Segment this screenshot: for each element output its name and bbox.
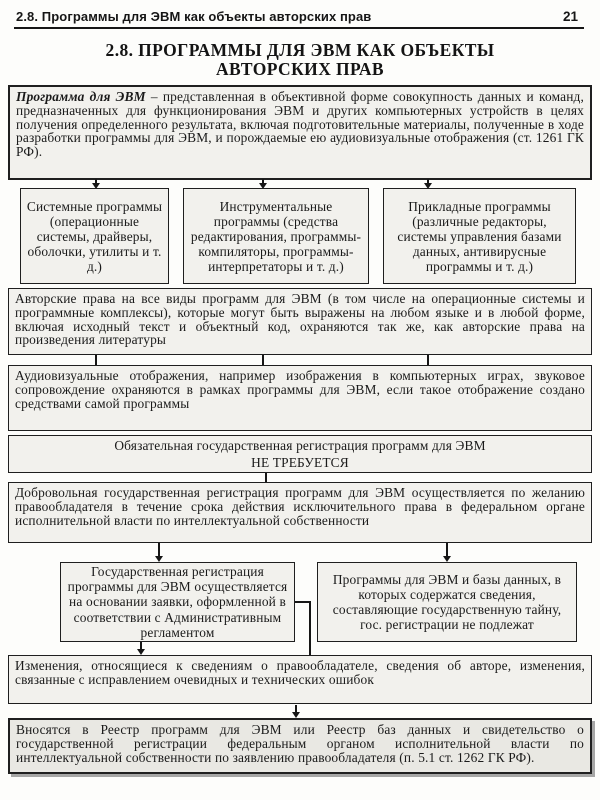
register-entry-text: Вносятся в Реестр программ для ЭВМ или Реестр баз данных и свидетельство о государственной регистрации федеральным органом исполнительной власти по интеллектуальной собственности по заявлению правообладателя (п. 5.1 ст. 1262 ГК РФ).: [16, 722, 584, 765]
copyright-box: [8, 288, 592, 355]
arrow-to-registration-basis-box: [158, 543, 160, 556]
definition-text: – представленная в объективной форме совокупность данных и команд, предназначенных для функционирования ЭВМ и других компьютерных устройств в целях получения определенного результата, включая подготовительные материалы, полученные в ходе разработки программы для ЭВМ, и порождаемые ею аудиовизуальные отображения (ст. 1261 ГК РФ).: [16, 89, 584, 160]
registration-basis-box: [60, 562, 295, 642]
page-number: 21: [562, 9, 578, 24]
definition-box: [8, 85, 592, 180]
audiovisual-box: [8, 365, 592, 431]
applied-programs-text: Прикладные программы (различные редакторы, системы управления базами данных, антивирусные программы и т. д.): [397, 198, 562, 274]
state-secret-text: Программы для ЭВМ и базы данных, в которых содержатся сведения, составляющие государственную тайну, гос. регистрации не подлежат: [332, 571, 562, 633]
registration-basis-text: Государственная регистрация программы для ЭВМ осуществляется на основании заявки, оформленной в соответствии с Административным регламентом: [67, 564, 288, 640]
state-secret-box: [317, 562, 577, 642]
register-entry-box: [8, 718, 592, 774]
arrow-to-state-secret-box: [446, 543, 448, 556]
voluntary-registration-text: Добровольная государственная регистрация программ для ЭВМ осуществляется по желанию правообладателя в течение срока действия исключительного права в федеральном органе исполнительной власти по интеллектуальной собственности: [15, 485, 585, 528]
voluntary-registration-box: [8, 482, 592, 543]
arrow-to-instrumental-box: [262, 179, 264, 183]
audiovisual-text: Аудиовизуальные отображения, например изображения в компьютерных играх, звуковое сопровождение охраняются в рамках программы для ЭВМ, если такое отображение создано средствами самой программы: [15, 368, 585, 411]
applied-programs-box: [383, 188, 576, 284]
instrumental-programs-box: [183, 188, 369, 284]
system-programs-box: [20, 188, 169, 284]
connector-mandatory-voluntary: [265, 473, 267, 482]
arrow-to-changes-box: [140, 642, 142, 649]
mandatory-line1: Обязательная государственная регистрация программ для ЭВМ: [114, 438, 486, 453]
instrumental-programs-text: Инструментальные программы (средства редактирования, программы-компиляторы, программы-интерпретаторы и т. д.): [190, 198, 362, 274]
arrow-to-register-box: [295, 705, 297, 712]
section-title-line1: 2.8. ПРОГРАММЫ ДЛЯ ЭВМ КАК ОБЪЕКТЫ: [105, 40, 495, 60]
mandatory-registration-text: [13, 437, 587, 471]
arrow-to-applied-box: [427, 179, 429, 183]
arrow-to-system-box: [95, 179, 97, 183]
mandatory-registration-box: [8, 435, 592, 473]
definition-term: Программа для ЭВМ: [16, 89, 146, 104]
header-rule: [14, 27, 584, 29]
system-programs-text: Системные программы (операционные системы, драйверы, оболочки, утилиты и т. д.): [26, 198, 163, 274]
connector-elbow-vertical: [309, 601, 311, 655]
changes-text: Изменения, относящиеся к сведениям о правообладателе, сведения об авторе, изменения, связанные с исправлением очевидных и технических ошибок: [15, 658, 585, 687]
section-title: [40, 41, 560, 79]
mandatory-line2: НЕ ТРЕБУЕТСЯ: [251, 455, 349, 470]
changes-box: [8, 655, 592, 704]
running-header-title: 2.8. Программы для ЭВМ как объекты авторских прав: [16, 9, 372, 24]
section-title-line2: АВТОРСКИХ ПРАВ: [216, 59, 384, 79]
copyright-text: Авторские права на все виды программ для ЭВМ (в том числе на операционные системы и программные комплексы), которые могут быть выражены на любом языке и в любой форме, включая исходный текст и объектный код, охраняются так же, как авторские права на произведения литературы: [15, 291, 585, 348]
